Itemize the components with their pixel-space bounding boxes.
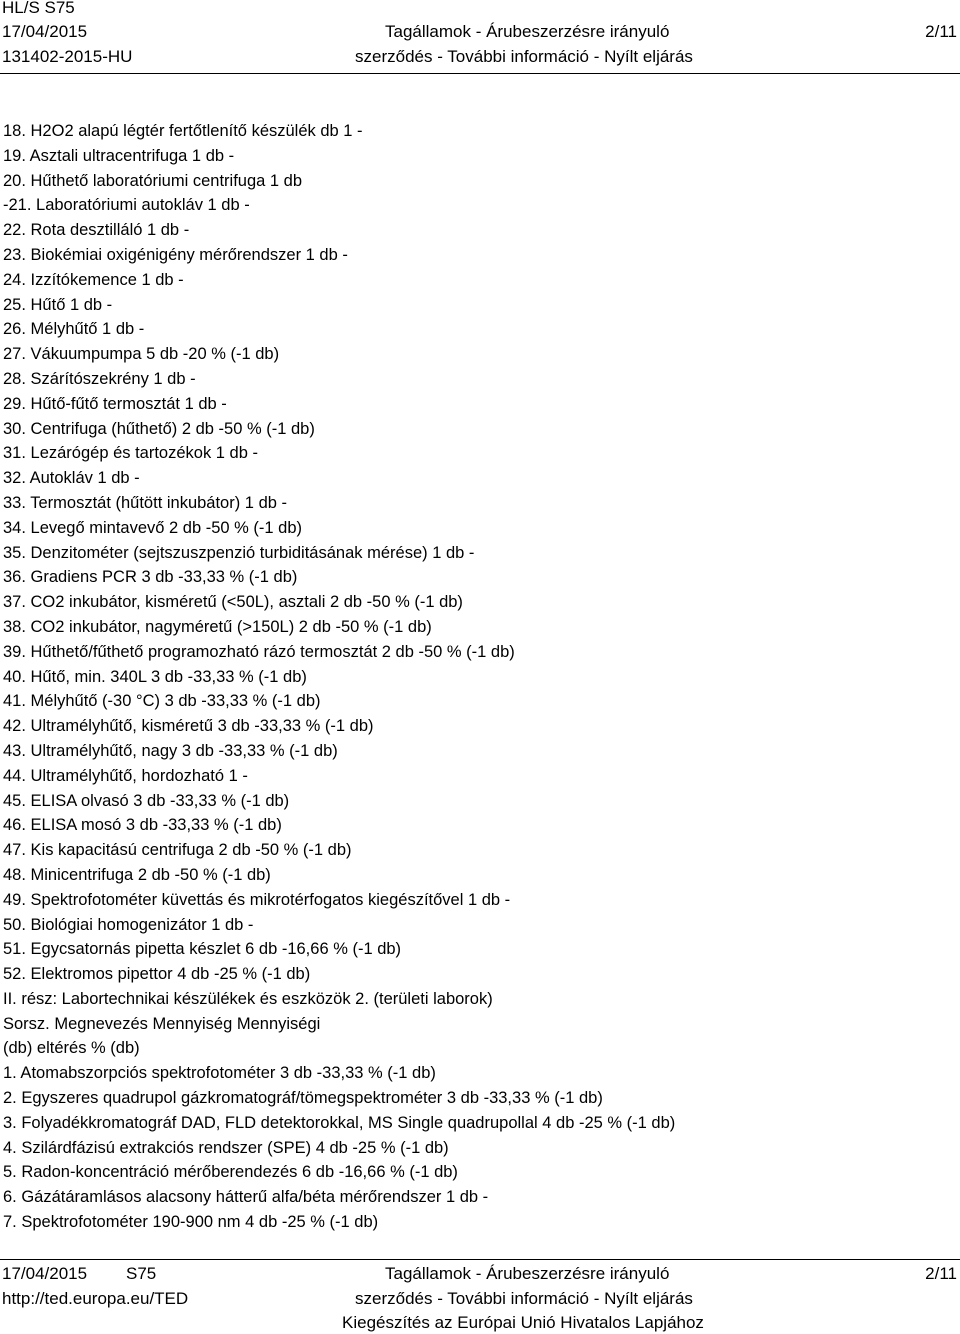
list-item: 20. Hűthető laboratóriumi centrifuga 1 db: [3, 171, 303, 190]
list-item: 51. Egycsatornás pipetta készlet 6 db -16,66 % (-1 db): [3, 940, 402, 959]
list-item: 42. Ultramélyhűtő, kisméretű 3 db -33,33 % (-1 db): [3, 717, 374, 736]
footer-title-line2: szerződés - További információ - Nyílt eljárás: [355, 1289, 693, 1308]
footer-rule: [0, 1259, 960, 1260]
list-item: II. rész: Labortechnikai készülékek és eszközök 2. (területi laborok): [3, 989, 493, 1008]
list-item: 3. Folyadékkromatográf DAD, FLD detektorokkal, MS Single quadrupollal 4 db -25 % (-1 db): [3, 1113, 676, 1132]
list-item: 35. Denzitométer (sejtszuszpenzió turbiditásának mérése) 1 db -: [3, 543, 475, 562]
footer-series: S75: [126, 1264, 157, 1283]
list-item: 50. Biológiai homogenizátor 1 db -: [3, 915, 254, 934]
list-item: 47. Kis kapacitású centrifuga 2 db -50 % (-1 db): [3, 841, 352, 860]
list-item: 24. Izzítókemence 1 db -: [3, 270, 184, 289]
list-item: 2. Egyszeres quadrupol gázkromatográf/tömegspektrométer 3 db -33,33 % (-1 db): [3, 1089, 603, 1108]
doc-id: HL/S S75: [2, 0, 75, 17]
list-item: 26. Mélyhűtő 1 db -: [3, 320, 145, 339]
notice-number: 131402-2015-HU: [2, 47, 133, 66]
footer-date: 17/04/2015: [2, 1264, 88, 1283]
list-item: 33. Termosztát (hűtött inkubátor) 1 db -: [3, 493, 288, 512]
footer-title-line1: Tagállamok - Árubeszerzésre irányuló: [385, 1264, 670, 1283]
list-item: 1. Atomabszorpciós spektrofotométer 3 db -33,33 % (-1 db): [3, 1064, 436, 1083]
list-item: 30. Centrifuga (hűthető) 2 db -50 % (-1 db): [3, 419, 315, 438]
page-header: [0, 0, 960, 80]
list-item: 41. Mélyhűtő (-30 °C) 3 db -33,33 % (-1 db): [3, 692, 321, 711]
header-title-line1: Tagállamok - Árubeszerzésre irányuló: [385, 22, 670, 41]
list-item: 22. Rota desztilláló 1 db -: [3, 221, 190, 240]
header-date: 17/04/2015: [2, 22, 88, 41]
list-item: 44. Ultramélyhűtő, hordozható 1 -: [3, 766, 248, 785]
list-item: 5. Radon-koncentráció mérőberendezés 6 db -16,66 % (-1 db): [3, 1163, 458, 1182]
list-item: 34. Levegő mintavevő 2 db -50 % (-1 db): [3, 518, 303, 537]
list-item: 46. ELISA mosó 3 db -33,33 % (-1 db): [3, 816, 282, 835]
list-item: 36. Gradiens PCR 3 db -33,33 % (-1 db): [3, 568, 298, 587]
list-item: 52. Elektromos pipettor 4 db -25 % (-1 db): [3, 965, 311, 984]
list-item: 18. H2O2 alapú légtér fertőtlenítő készülék db 1 -: [3, 122, 363, 140]
list-item: 32. Autokláv 1 db -: [3, 469, 140, 488]
list-item: 4. Szilárdfázisú extrakciós rendszer (SPE) 4 db -25 % (-1 db): [3, 1138, 449, 1157]
list-item: Sorsz. Megnevezés Mennyiség Mennyiségi: [3, 1014, 321, 1033]
list-item: 37. CO2 inkubátor, kisméretű (<50L), asztali 2 db -50 % (-1 db): [3, 593, 463, 612]
page-footer: [0, 1262, 960, 1334]
list-item: 7. Spektrofotométer 190-900 nm 4 db -25 % (-1 db): [3, 1213, 379, 1232]
list-item: 45. ELISA olvasó 3 db -33,33 % (-1 db): [3, 791, 290, 810]
header-title-line2: szerződés - További információ - Nyílt eljárás: [355, 47, 693, 66]
list-item: 49. Spektrofotométer küvettás és mikrotérfogatos kiegészítővel 1 db -: [3, 890, 511, 909]
list-item: -21. Laboratóriumi autokláv 1 db -: [3, 196, 250, 215]
list-item: 29. Hűtő-fűtő termosztát 1 db -: [3, 394, 227, 413]
list-item: 38. CO2 inkubátor, nagyméretű (>150L) 2 db -50 % (-1 db): [3, 617, 432, 636]
list-item: 27. Vákuumpumpa 5 db -20 % (-1 db): [3, 345, 280, 364]
document-body: [3, 119, 953, 1235]
footer-page-number: 2/11: [925, 1264, 957, 1283]
list-item: 31. Lezárógép és tartozékok 1 db -: [3, 444, 258, 463]
list-item: 6. Gázátáramlásos alacsony hátterű alfa/béta mérőrendszer 1 db -: [3, 1188, 489, 1207]
header-page-number: 2/11: [925, 22, 957, 41]
list-item: 43. Ultramélyhűtő, nagy 3 db -33,33 % (-1 db): [3, 741, 338, 760]
list-item: (db) eltérés % (db): [3, 1039, 140, 1058]
list-item: 25. Hűtő 1 db -: [3, 295, 113, 314]
list-item: 28. Szárítószekrény 1 db -: [3, 369, 196, 388]
footer-title-line3: Kiegészítés az Európai Unió Hivatalos Lapjához: [342, 1313, 704, 1332]
list-item: 39. Hűthető/fűthető programozható rázó termosztát 2 db -50 % (-1 db): [3, 642, 515, 661]
list-item: 19. Asztali ultracentrifuga 1 db -: [3, 146, 235, 165]
list-item: 23. Biokémiai oxigénigény mérőrendszer 1 db -: [3, 245, 348, 264]
list-item: 40. Hűtő, min. 340L 3 db -33,33 % (-1 db): [3, 667, 307, 686]
footer-url[interactable]: http://ted.europa.eu/TED: [2, 1289, 189, 1308]
list-item: 48. Minicentrifuga 2 db -50 % (-1 db): [3, 865, 271, 884]
header-rule: [0, 73, 960, 74]
